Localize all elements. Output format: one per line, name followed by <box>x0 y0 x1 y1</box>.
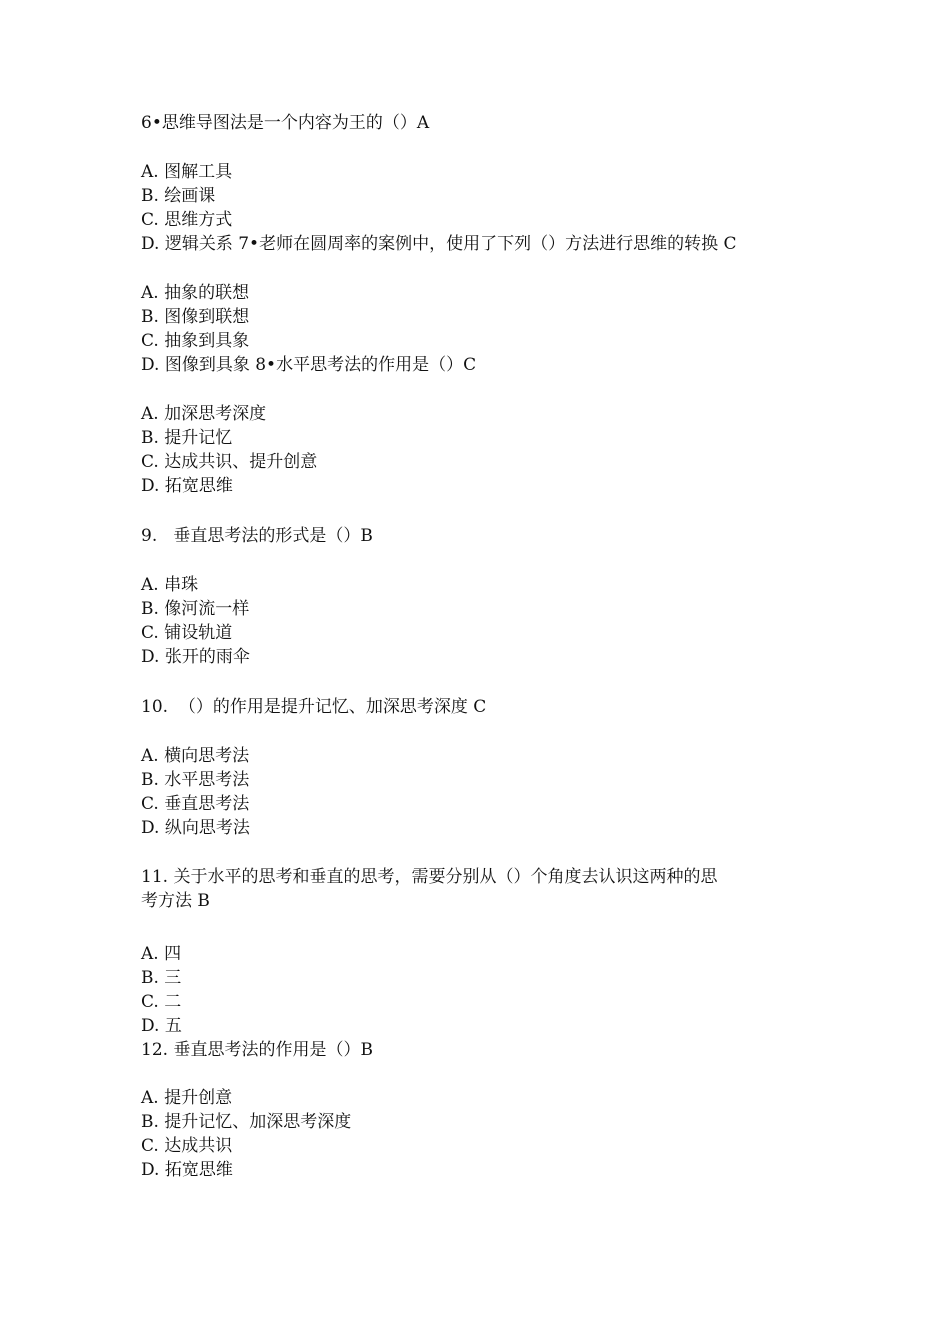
option-9d: D. 张开的雨伞 <box>141 647 250 667</box>
option-7c: C. 抽象到具象 <box>141 331 250 351</box>
option-12b: B. 提升记忆、加深思考深度 <box>141 1112 352 1132</box>
option-10c: C. 垂直思考法 <box>141 794 250 814</box>
question-6: 6•思维导图法是一个内容为王的（）A <box>141 113 430 133</box>
option-12a: A. 提升创意 <box>141 1088 233 1108</box>
option-8d: D. 拓宽思维 <box>141 476 233 496</box>
option-10a: A. 横向思考法 <box>141 746 250 766</box>
option-11d: D. 五 <box>141 1016 182 1036</box>
question-11-cont: 考方法 B <box>141 891 210 911</box>
option-7b: B. 图像到联想 <box>141 307 250 327</box>
question-12: 12. 垂直思考法的作用是（）B <box>141 1040 373 1060</box>
option-9c: C. 铺设轨道 <box>141 623 233 643</box>
option-8a: A. 加深思考深度 <box>141 404 267 424</box>
option-9b: B. 像河流一样 <box>141 599 250 619</box>
option-11b: B. 三 <box>141 968 182 988</box>
option-7a: A. 抽象的联想 <box>141 283 250 303</box>
option-11a: A. 四 <box>141 944 182 964</box>
option-9a: A. 串珠 <box>141 575 199 595</box>
option-12d: D. 拓宽思维 <box>141 1160 233 1180</box>
option-11c: C. 二 <box>141 992 182 1012</box>
option-6b: B. 绘画课 <box>141 186 216 206</box>
option-8c: C. 达成共识、提升创意 <box>141 452 318 472</box>
option-10b: B. 水平思考法 <box>141 770 250 790</box>
option-6c: C. 思维方式 <box>141 210 233 230</box>
question-10: 10. （）的作用是提升记忆、加深思考深度 C <box>141 697 487 717</box>
question-11: 11. 关于水平的思考和垂直的思考，需要分别从（）个角度去认识这两种的思 <box>141 867 718 887</box>
option-6d-question-7: D. 逻辑关系 7•老师在圆周率的案例中，使用了下列（）方法进行思维的转换 C <box>141 234 737 254</box>
option-6a: A. 图解工具 <box>141 162 233 182</box>
question-9: 9. 垂直思考法的形式是（）B <box>141 526 373 546</box>
option-8b: B. 提升记忆 <box>141 428 233 448</box>
option-10d: D. 纵向思考法 <box>141 818 250 838</box>
option-12c: C. 达成共识 <box>141 1136 233 1156</box>
option-7d-question-8: D. 图像到具象 8•水平思考法的作用是（）C <box>141 355 477 375</box>
